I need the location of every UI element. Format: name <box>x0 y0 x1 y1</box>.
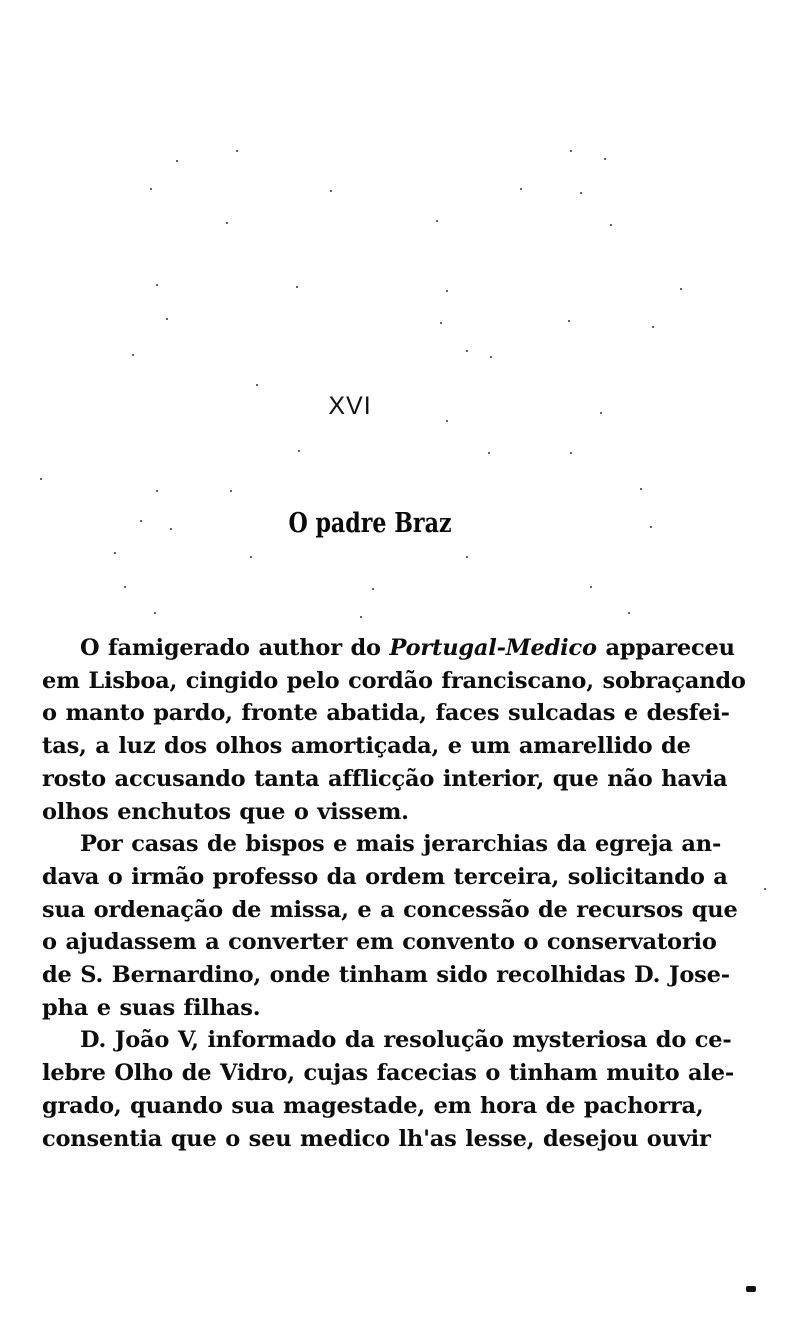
text-line: dava o irmão professo da ordem terceira, solicitando a <box>42 863 728 890</box>
text-line: o manto pardo, fronte abatida, faces sulcadas e desfei- <box>42 700 730 727</box>
text-line: pha e suas filhas. <box>42 994 261 1021</box>
paragraph <box>42 1024 735 1155</box>
page-signature-mark <box>746 1286 756 1292</box>
text-line: lebre Olho de Vidro, cujas facecias o tinham muito ale- <box>42 1060 735 1087</box>
text-line: sua ordenação de missa, e a concessão de recursos que <box>42 896 738 923</box>
text-line: em Lisboa, cingido pelo cordão franciscano, sobraçando <box>42 667 746 694</box>
text-line: O famigerado author do Portugal-Medico appareceu <box>80 635 735 661</box>
text-line: consentia que o seu medico lh'as lesse, desejou ouvir <box>42 1125 711 1152</box>
chapter-number: XVI <box>328 392 372 420</box>
text-line: tas, a luz dos olhos amortiçada, e um amarellido de <box>42 733 691 760</box>
text-line: de S. Bernardino, onde tinham sido recolhidas D. Jose- <box>42 962 730 989</box>
text-line: grado, quando sua magestade, em hora de pachorra, <box>42 1092 704 1119</box>
chapter-body <box>42 632 746 1155</box>
text-line: rosto accusando tanta afflicção interior, que não havia <box>42 765 728 792</box>
paragraph <box>42 828 738 1024</box>
chapter-title: O padre Braz <box>288 508 452 539</box>
text-line: olhos enchutos que o vissem. <box>42 798 409 825</box>
paragraph <box>42 632 746 828</box>
text-line: Por casas de bispos e mais jerarchias da egreja an- <box>80 831 722 858</box>
book-title-italic: Portugal-Medico <box>389 635 597 661</box>
text-line: o ajudassem a converter em convento o conservatorio <box>42 929 717 956</box>
text-line: D. João V, informado da resolução mysteriosa do ce- <box>80 1027 732 1054</box>
